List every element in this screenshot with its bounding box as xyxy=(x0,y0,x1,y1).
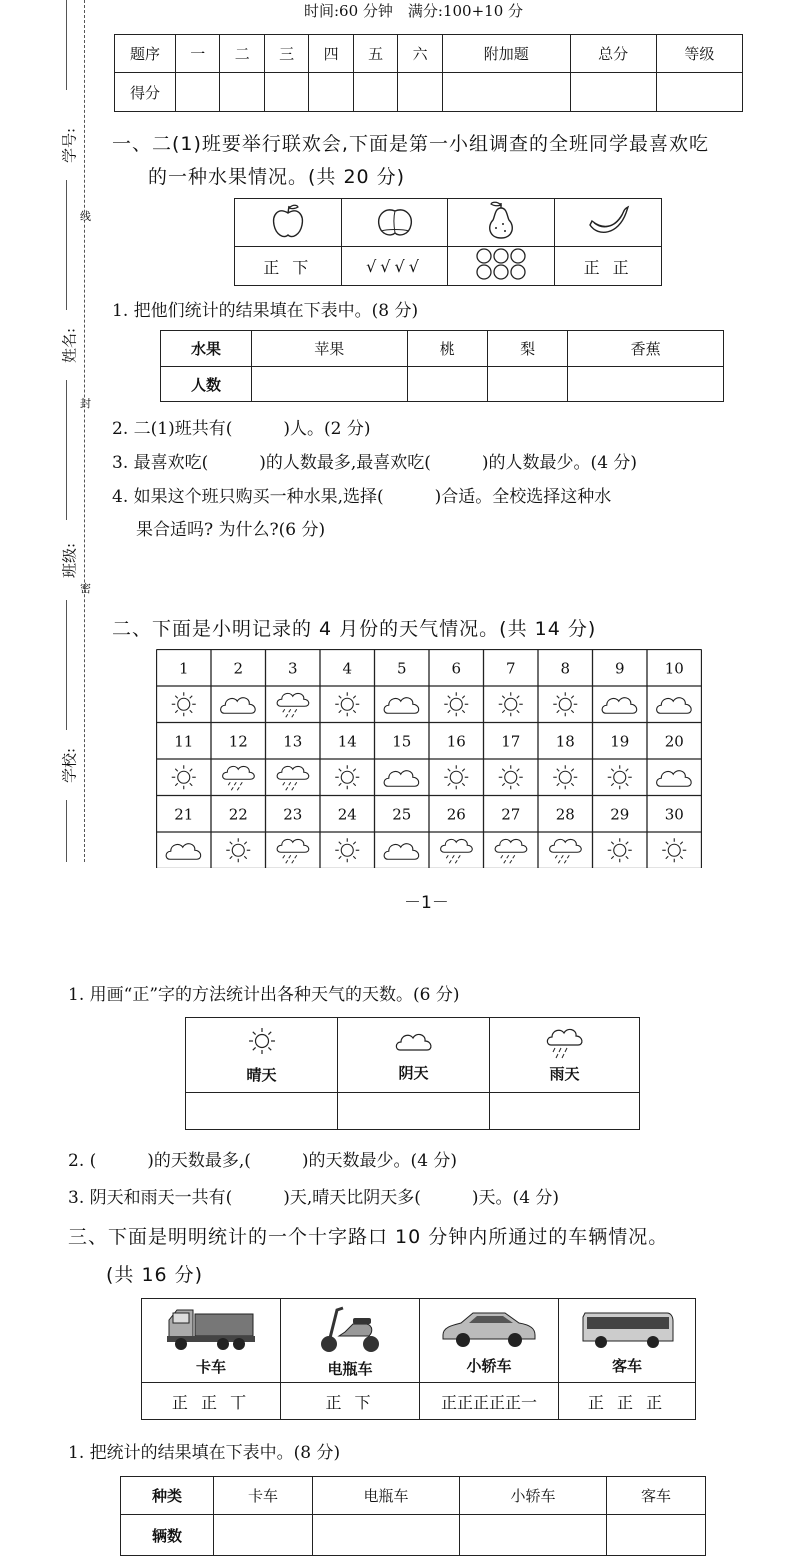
day-number: 20 xyxy=(664,732,684,751)
section2-title: 二、下面是小明记录的 4 月份的天气情况。(共 14 分) xyxy=(112,618,597,640)
day-number: 18 xyxy=(555,732,575,751)
student-id-label: 学号: xyxy=(60,127,79,164)
fruit-count-table xyxy=(160,330,724,402)
score-cell[interactable] xyxy=(353,73,397,112)
vehicle-tally: 正 正 丅 xyxy=(142,1383,281,1420)
car-icon xyxy=(439,1305,539,1351)
s1-question-1: 1. 把他们统计的结果填在下表中。(8 分) xyxy=(112,301,419,321)
cloud-icon xyxy=(384,771,419,787)
vehicle-tally-table xyxy=(141,1298,696,1420)
truck-icon xyxy=(165,1304,257,1352)
day-number: 2 xyxy=(233,659,244,678)
school-label: 学校: xyxy=(60,747,79,784)
score-cell[interactable] xyxy=(176,73,220,112)
sun-icon xyxy=(335,692,359,716)
name-label: 姓名: xyxy=(60,327,79,364)
score-table xyxy=(114,34,743,112)
apple-icon xyxy=(268,201,308,241)
page-number: －1－ xyxy=(404,893,449,913)
s1-question-3: 3. 最喜欢吃( )的人数最多,最喜欢吃( )的人数最少。(4 分) xyxy=(112,453,638,473)
s2-question-3: 3. 阴天和雨天一共有( )天,晴天比阴天多( )天。(4 分) xyxy=(68,1188,560,1208)
sun-icon xyxy=(444,765,468,789)
day-number: 25 xyxy=(392,805,412,824)
day-number: 16 xyxy=(446,732,466,751)
sun-icon xyxy=(335,765,359,789)
fruit-name: 苹果 xyxy=(252,331,408,367)
answer-cell[interactable] xyxy=(459,1515,606,1556)
sun-icon xyxy=(172,765,196,789)
answer-cell[interactable] xyxy=(252,367,408,402)
rain-icon xyxy=(550,839,582,863)
day-number: 13 xyxy=(283,732,303,751)
seal-mark-xian: 线 xyxy=(80,210,91,223)
s1-question-2: 2. 二(1)班共有( )人。(2 分) xyxy=(112,419,371,439)
vehicle-kind: 小轿车 xyxy=(459,1477,606,1515)
sun-icon xyxy=(247,1026,277,1056)
day-number: 17 xyxy=(501,732,521,751)
sun-icon xyxy=(499,692,523,716)
vehicle-count-table xyxy=(120,1476,706,1556)
scooter-icon xyxy=(315,1302,385,1354)
sun-icon xyxy=(662,838,686,862)
class-label: 班级: xyxy=(60,542,79,579)
day-number: 12 xyxy=(228,732,248,751)
peach-icon xyxy=(373,201,417,241)
weather-type-cell xyxy=(186,1018,338,1093)
sun-icon xyxy=(553,765,577,789)
fruit-tally-table xyxy=(234,198,662,286)
rain-icon xyxy=(545,1027,585,1059)
margin-rule xyxy=(66,180,67,310)
sun-icon xyxy=(608,765,632,789)
weather-type-label: 雨天 xyxy=(549,1064,580,1083)
score-header: 等级 xyxy=(656,35,742,73)
s1-question-4-cont: 果合适吗? 为什么?(6 分) xyxy=(136,520,326,540)
score-header: 四 xyxy=(309,35,353,73)
fruit-name: 桃 xyxy=(407,331,487,367)
score-header: 题序 xyxy=(115,35,176,73)
exam-info: 时间:60 分钟 满分:100+10 分 xyxy=(304,2,524,20)
fruit-cell xyxy=(235,199,342,247)
section3-title-cont: (共 16 分) xyxy=(106,1264,204,1286)
day-number: 7 xyxy=(505,659,516,678)
table-row-label: 人数 xyxy=(161,367,252,402)
margin-rule xyxy=(66,600,67,730)
rain-icon xyxy=(277,839,309,863)
bus-icon xyxy=(579,1305,675,1351)
fruit-name: 梨 xyxy=(487,331,567,367)
cloud-icon xyxy=(384,844,419,860)
vehicle-kind: 卡车 xyxy=(214,1477,313,1515)
day-number: 10 xyxy=(664,659,684,678)
score-cell[interactable] xyxy=(656,73,742,112)
fruit-name: 香蕉 xyxy=(568,331,724,367)
day-number: 22 xyxy=(228,805,248,824)
score-cell[interactable] xyxy=(442,73,570,112)
answer-cell[interactable] xyxy=(338,1093,490,1130)
seal-mark-mi: 密 xyxy=(80,582,91,595)
cloud-icon xyxy=(602,698,637,714)
answer-cell[interactable] xyxy=(186,1093,338,1130)
sun-icon xyxy=(444,692,468,716)
vehicle-tally: 正 下 xyxy=(281,1383,420,1420)
tally-cell xyxy=(448,247,555,286)
score-header: 附加题 xyxy=(442,35,570,73)
answer-cell[interactable] xyxy=(487,367,567,402)
rain-icon xyxy=(277,766,309,790)
section1-title-cont: 的一种水果情况。(共 20 分) xyxy=(148,166,406,188)
circle-tally-icon xyxy=(475,247,527,281)
banana-icon xyxy=(584,201,632,241)
cloud-icon xyxy=(657,698,692,714)
vehicle-name: 客车 xyxy=(611,1357,642,1375)
score-cell[interactable] xyxy=(570,73,656,112)
weather-type-cell xyxy=(490,1018,640,1093)
weather-tally-table xyxy=(185,1017,640,1130)
table-row-label: 辆数 xyxy=(121,1515,214,1556)
answer-cell[interactable] xyxy=(490,1093,640,1130)
rain-icon xyxy=(495,839,527,863)
score-header: 三 xyxy=(264,35,308,73)
score-row-label: 得分 xyxy=(115,73,176,112)
day-number: 26 xyxy=(446,805,466,824)
score-cell[interactable] xyxy=(309,73,353,112)
pear-icon xyxy=(481,200,521,242)
fruit-cell xyxy=(341,199,448,247)
day-number: 30 xyxy=(664,805,684,824)
score-header: 一 xyxy=(176,35,220,73)
day-number: 24 xyxy=(337,805,357,824)
vehicle-tally: 正正正正正一 xyxy=(420,1383,559,1420)
margin-rule xyxy=(66,800,67,862)
weather-type-cell xyxy=(338,1018,490,1093)
score-header: 六 xyxy=(398,35,442,73)
sun-icon xyxy=(499,765,523,789)
day-number: 3 xyxy=(287,659,298,678)
vehicle-name: 卡车 xyxy=(195,1358,226,1376)
day-number: 11 xyxy=(174,732,194,751)
cloud-icon xyxy=(166,844,201,860)
vehicle-kind: 客车 xyxy=(606,1477,705,1515)
day-number: 4 xyxy=(342,659,353,678)
score-header: 总分 xyxy=(570,35,656,73)
tally-cell: 正 正 xyxy=(555,247,662,286)
day-number: 21 xyxy=(174,805,194,824)
table-header-label: 水果 xyxy=(161,331,252,367)
margin-rule xyxy=(66,0,67,90)
vehicle-cell xyxy=(559,1299,696,1383)
cloud-icon xyxy=(384,698,419,714)
score-cell[interactable] xyxy=(264,73,308,112)
score-cell[interactable] xyxy=(220,73,264,112)
section3-title: 三、下面是明明统计的一个十字路口 10 分钟内所通过的车辆情况。 xyxy=(68,1226,669,1248)
sun-icon xyxy=(335,838,359,862)
vehicle-name: 电瓶车 xyxy=(327,1360,373,1378)
weather-type-label: 晴天 xyxy=(246,1065,277,1084)
day-number: 29 xyxy=(610,805,630,824)
weather-type-label: 阴天 xyxy=(398,1063,429,1082)
day-number: 1 xyxy=(178,659,189,678)
cloud-icon xyxy=(221,698,256,714)
sun-icon xyxy=(172,692,196,716)
answer-cell[interactable] xyxy=(606,1515,705,1556)
s2-question-2: 2. ( )的天数最多,( )的天数最少。(4 分) xyxy=(68,1151,458,1171)
tally-cell: √√√√ xyxy=(341,247,448,286)
tally-cell: 正 下 xyxy=(235,247,342,286)
day-number: 19 xyxy=(610,732,630,751)
seal-mark-feng: 封 xyxy=(80,397,91,410)
table-header-label: 种类 xyxy=(121,1477,214,1515)
s2-question-1: 1. 用画“正”字的方法统计出各种天气的天数。(6 分) xyxy=(68,985,460,1005)
binding-line xyxy=(84,0,85,862)
rain-icon xyxy=(441,839,473,863)
fruit-cell xyxy=(555,199,662,247)
sun-icon xyxy=(608,838,632,862)
day-number: 6 xyxy=(451,659,462,678)
day-number: 15 xyxy=(392,732,412,751)
sun-icon xyxy=(226,838,250,862)
vehicle-name: 小轿车 xyxy=(466,1357,512,1375)
section1-title: 一、二(1)班要举行联欢会,下面是第一小组调查的全班同学最喜欢吃 xyxy=(112,133,709,155)
score-header: 二 xyxy=(220,35,264,73)
answer-cell[interactable] xyxy=(214,1515,313,1556)
sun-icon xyxy=(553,692,577,716)
cloud-icon xyxy=(394,1028,434,1054)
weather-calendar xyxy=(156,649,702,868)
answer-cell[interactable] xyxy=(313,1515,460,1556)
day-number: 27 xyxy=(501,805,521,824)
score-cell[interactable] xyxy=(398,73,442,112)
s1-question-4: 4. 如果这个班只购买一种水果,选择( )合适。全校选择这种水 xyxy=(112,487,612,507)
day-number: 9 xyxy=(614,659,625,678)
cloud-icon xyxy=(657,771,692,787)
vehicle-cell xyxy=(142,1299,281,1383)
rain-icon xyxy=(277,693,309,717)
vehicle-kind: 电瓶车 xyxy=(313,1477,460,1515)
vehicle-tally: 正 正 正 xyxy=(559,1383,696,1420)
s3-question-1: 1. 把统计的结果填在下表中。(8 分) xyxy=(68,1443,341,1463)
answer-cell[interactable] xyxy=(407,367,487,402)
fruit-cell xyxy=(448,199,555,247)
day-number: 28 xyxy=(555,805,575,824)
day-number: 5 xyxy=(396,659,407,678)
answer-cell[interactable] xyxy=(568,367,724,402)
day-number: 14 xyxy=(337,732,357,751)
vehicle-cell xyxy=(420,1299,559,1383)
score-header: 五 xyxy=(353,35,397,73)
rain-icon xyxy=(223,766,255,790)
day-number: 23 xyxy=(283,805,303,824)
day-number: 8 xyxy=(560,659,571,678)
margin-rule xyxy=(66,380,67,520)
vehicle-cell xyxy=(281,1299,420,1383)
